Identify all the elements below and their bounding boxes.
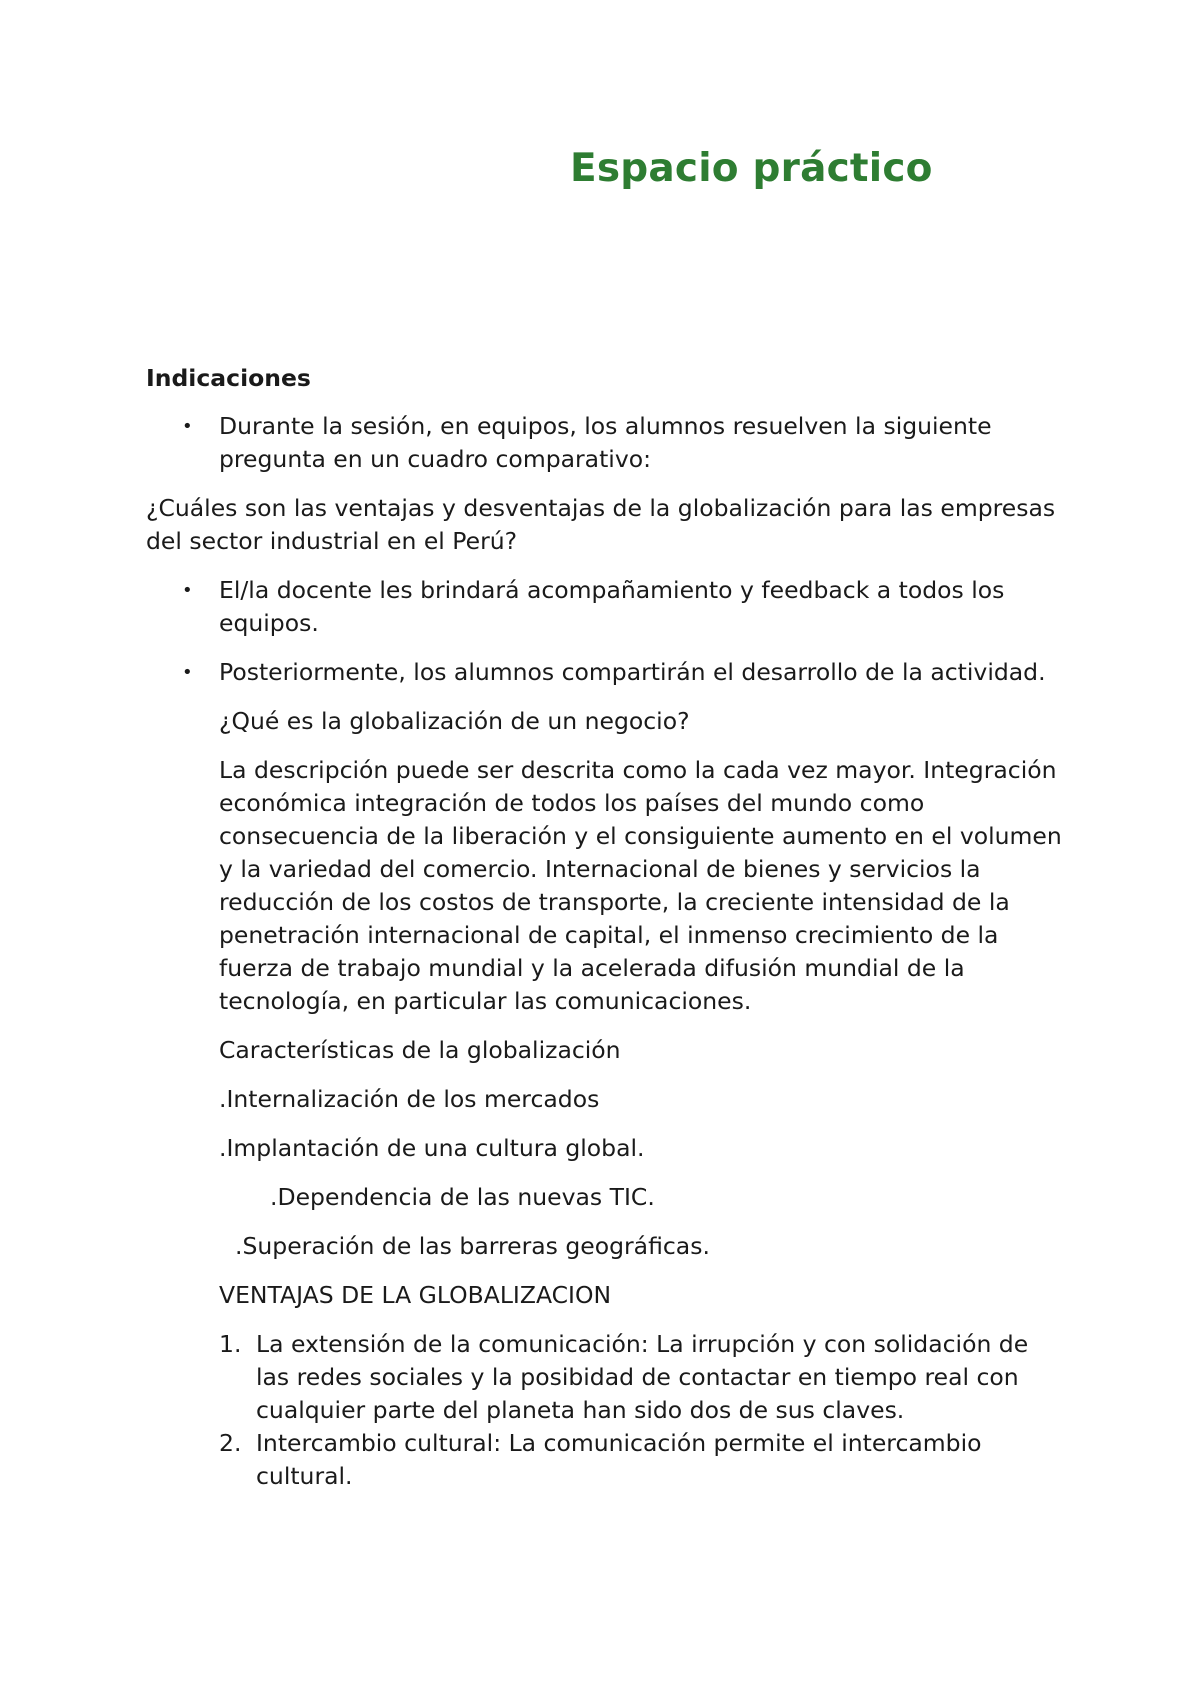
bullet-text: Posteriormente, los alumnos compartirán el desarrollo de la actividad. (219, 658, 1046, 686)
advantages-list (146, 1328, 1066, 1493)
answer-paragraph: La descripción puede ser descrita como la cada vez mayor. Integración económica integración de todos los países del mundo como consecuencia de la liberación y el consiguiente aumento en el volumen y la variedad del comercio. Internacional de bienes y servicios la reducción de los costos de transporte, la creciente intensidad de la penetración internacional de capital, el inmenso crecimiento de la fuerza de trabajo mundial y la acelerada difusión mundial de la tecnología, en particular las comunicaciones. (219, 756, 1062, 1015)
characteristic-item: .Dependencia de las nuevas TIC. (270, 1183, 655, 1211)
advantage-text: Intercambio cultural: La comunicación permite el intercambio cultural. (256, 1429, 982, 1490)
bullet-icon: • (182, 662, 193, 683)
advantage-item (219, 1328, 1066, 1427)
characteristic-item: .Implantación de una cultura global. (219, 1134, 645, 1162)
bullet-item (146, 574, 1066, 640)
advantage-text: La extensión de la comunicación: La irrupción y con solidación de las redes sociales y la posibidad de contactar en tiempo real con cualquier parte del planeta han sido dos de sus claves. (256, 1330, 1029, 1424)
bullet-item (146, 410, 1066, 476)
bullet-item (146, 656, 1066, 689)
bullet-text: Durante la sesión, en equipos, los alumnos resuelven la siguiente pregunta en un cuadro comparativo: (219, 412, 992, 473)
characteristic-item: .Internalización de los mercados (219, 1085, 600, 1113)
answer-question: ¿Qué es la globalización de un negocio? (219, 707, 690, 735)
characteristic-item: .Superación de las barreras geográficas. (235, 1232, 710, 1260)
list-number: 1. (219, 1330, 242, 1358)
characteristics-heading: Características de la globalización (219, 1036, 621, 1064)
document-body (146, 362, 1066, 1493)
advantage-item (219, 1427, 1066, 1493)
bullet-text: El/la docente les brindará acompañamiento y feedback a todos los equipos. (219, 576, 1005, 637)
bullet-icon: • (182, 580, 193, 601)
page-title: Espacio práctico (570, 146, 933, 191)
advantages-heading: VENTAJAS DE LA GLOBALIZACION (219, 1281, 612, 1309)
list-number: 2. (219, 1429, 242, 1457)
bullet-icon: • (182, 416, 193, 437)
main-question: ¿Cuáles son las ventajas y desventajas de la globalización para las empresas del sector industrial en el Perú? (146, 494, 1056, 555)
section-heading-indicaciones: Indicaciones (146, 364, 311, 392)
